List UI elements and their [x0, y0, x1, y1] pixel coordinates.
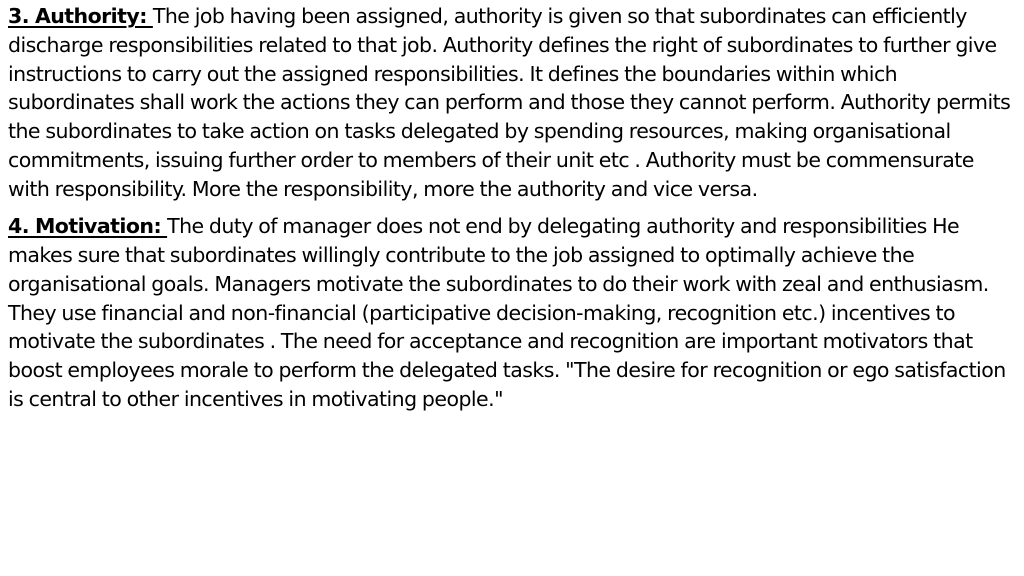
- motivation-body: The duty of manager does not end by delegating authority and responsibilities He makes sure that subordinates willingly contribute to the job assigned to optimally achieve the organisational goals. Managers motivate the subordinates to do their work with zeal and enthusiasm. They use financial and non-financial (participative decision-making, recognition etc.) incentives to motivate the subordinates . The need for acceptance and recognition are important motivators that boost employees morale to perform the delegated tasks. "The desire for recognition or ego satisfaction is central to other incentives in motivating people.": [8, 214, 1006, 411]
- authority-heading: 3. Authority:: [8, 4, 153, 28]
- slide-content: [8, 2, 1020, 414]
- authority-paragraph: [8, 2, 1020, 203]
- motivation-paragraph: [8, 212, 1020, 413]
- authority-body: The job having been assigned, authority is given so that subordinates can efficiently discharge responsibilities related to that job. Authority defines the right of subordinates to further give instructions to carry out the assigned responsibilities. It defines the boundaries within which subordinates shall work the actions they can perform and those they cannot perform. Authority permits the subordinates to take action on tasks delegated by spending resources, making organisational commitments, issuing further order to members of their unit etc . Authority must be commensurate with responsibility. More the responsibility, more the authority and vice versa.: [8, 4, 1011, 201]
- motivation-heading: 4. Motivation:: [8, 214, 168, 239]
